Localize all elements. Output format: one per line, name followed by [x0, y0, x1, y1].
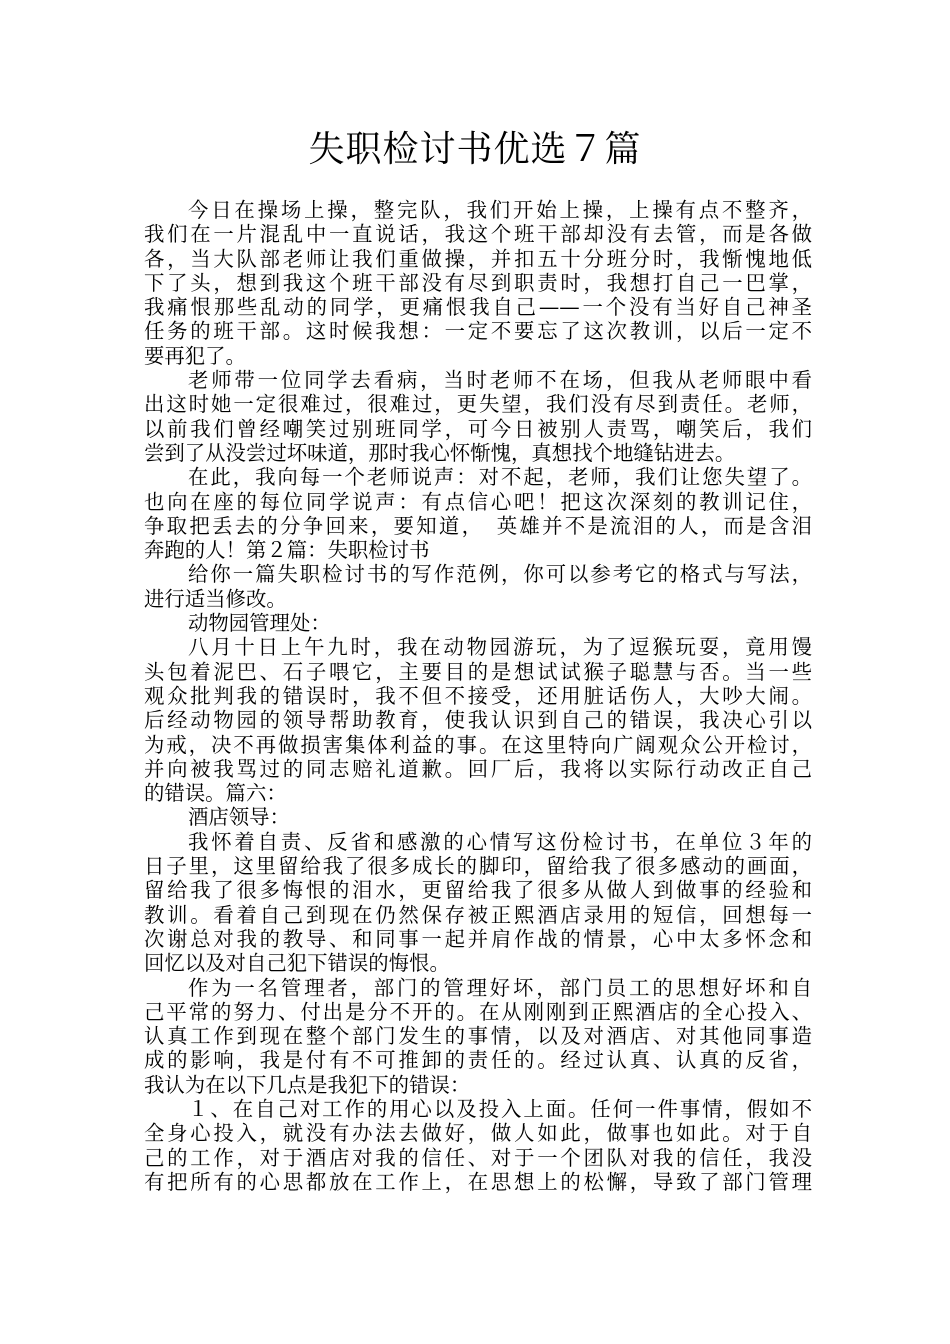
text-line: 任务的班干部。这时候我想：一定不要忘了这次教训，以后一定不	[144, 319, 812, 344]
text-line: 作为一名管理者，部门的管理好坏，部门员工的思想好坏和自	[188, 975, 812, 1000]
text-line: 今日在操场上操，整完队，我们开始上操，上操有点不整齐，	[188, 198, 812, 222]
text-line: 全身心投入，就没有办法去做好，做人如此，做事也如此。对于自	[144, 1121, 812, 1146]
text-line: 己的工作，对于酒店对我的信任、对于一个团队对我的信任，我没	[144, 1145, 812, 1170]
text-line: 也向在座的每位同学说声：有点信心吧！把这次深刻的教训记住，	[144, 489, 812, 514]
text-line: 并向被我骂过的同志赔礼道歉。回厂后，我将以实际行动改正自己	[144, 756, 812, 781]
text-line: 争取把丢去的分争回来，要知道， 英雄并不是流泪的人，而是含泪	[144, 513, 812, 538]
text-line: 有把所有的心思都放在工作上，在思想上的松懈，导致了部门管理	[144, 1169, 812, 1194]
text-line: 下了头，想到我这个班干部没有尽到职责时，我想打自己一巴掌，	[144, 270, 812, 295]
text-line: １、在自己对工作的用心以及投入上面。任何一件事情，假如不	[188, 1096, 812, 1121]
text-line: 尝到了从没尝过坏味道，那时我心怀惭愧，真想找个地缝钻进去。	[144, 440, 736, 465]
text-line: 日子里，这里留给我了很多成长的脚印，留给我了很多感动的画面，	[144, 854, 812, 879]
text-line: 在此，我向每一个老师说声：对不起，老师，我们让您失望了。	[188, 465, 812, 490]
document-body	[144, 198, 812, 1194]
text-line: 为戒，决不再做损害集体利益的事。在这里特向广阔观众公开检讨，	[144, 732, 812, 757]
text-line: 奔跑的人！第２篇：失职检讨书	[144, 538, 430, 563]
text-line: 次谢总对我的教导、和同事一起并肩作战的情景，心中太多怀念和	[144, 926, 812, 951]
text-line: 动物园管理处：	[188, 611, 331, 636]
document-title: 失职检讨书优选７篇	[308, 129, 642, 170]
text-line: 的错误。篇六：	[144, 781, 287, 806]
text-line: 给你一篇失职检讨书的写作范例，你可以参考它的格式与写法，	[188, 562, 812, 587]
text-line: 后经动物园的领导帮助教育，使我认识到自己的错误，我决心引以	[144, 708, 812, 733]
text-line: 认真工作到现在整个部门发生的事情，以及对酒店、对其他同事造	[144, 1024, 812, 1049]
text-line: 我痛恨那些乱动的同学，更痛恨我自己——一个没有当好自己神圣	[144, 295, 812, 320]
text-line: 各，当大队部老师让我们重做操，并扣五十分班分时，我惭愧地低	[144, 246, 812, 271]
text-line: 观众批判我的错误时，我不但不接受，还用脏话伤人，大吵大闹。	[144, 683, 812, 708]
text-line: 进行适当修改。	[144, 586, 287, 611]
text-line: 回忆以及对自己犯下错误的悔恨。	[144, 951, 450, 976]
text-line: 酒店领导：	[188, 805, 290, 830]
text-line: 教训。看着自己到现在仍然保存被正熙酒店录用的短信，回想每一	[144, 902, 812, 927]
text-line: 我怀着自责、反省和感激的心情写这份检讨书，在单位３年的	[188, 829, 812, 854]
text-line: 我们在一片混乱中一直说话，我这个班干部却没有去管，而是各做	[144, 222, 812, 247]
text-line: 以前我们曾经嘲笑过别班同学，可今日被别人责骂，嘲笑后，我们	[144, 416, 812, 441]
text-line: 要再犯了。	[144, 343, 246, 368]
text-line: 老师带一位同学去看病，当时老师不在场，但我从老师眼中看	[188, 368, 812, 393]
text-line: 八月十日上午九时，我在动物园游玩，为了逗猴玩耍，竟用馒	[188, 635, 812, 660]
text-line: 留给我了很多悔恨的泪水，更留给我了很多从做人到做事的经验和	[144, 878, 812, 903]
text-line: 出这时她一定很难过，很难过，更失望，我们没有尽到责任。老师，	[144, 392, 812, 417]
text-line: 我认为在以下几点是我犯下的错误：	[144, 1072, 471, 1097]
text-line: 头包着泥巴、石子喂它，主要目的是想试试猴子聪慧与否。当一些	[144, 659, 812, 684]
text-line: 成的影响，我是付有不可推卸的责任的。经过认真、认真的反省，	[144, 1048, 812, 1073]
text-line: 己平常的努力、付出是分不开的。在从刚刚到正熙酒店的全心投入、	[144, 999, 812, 1024]
